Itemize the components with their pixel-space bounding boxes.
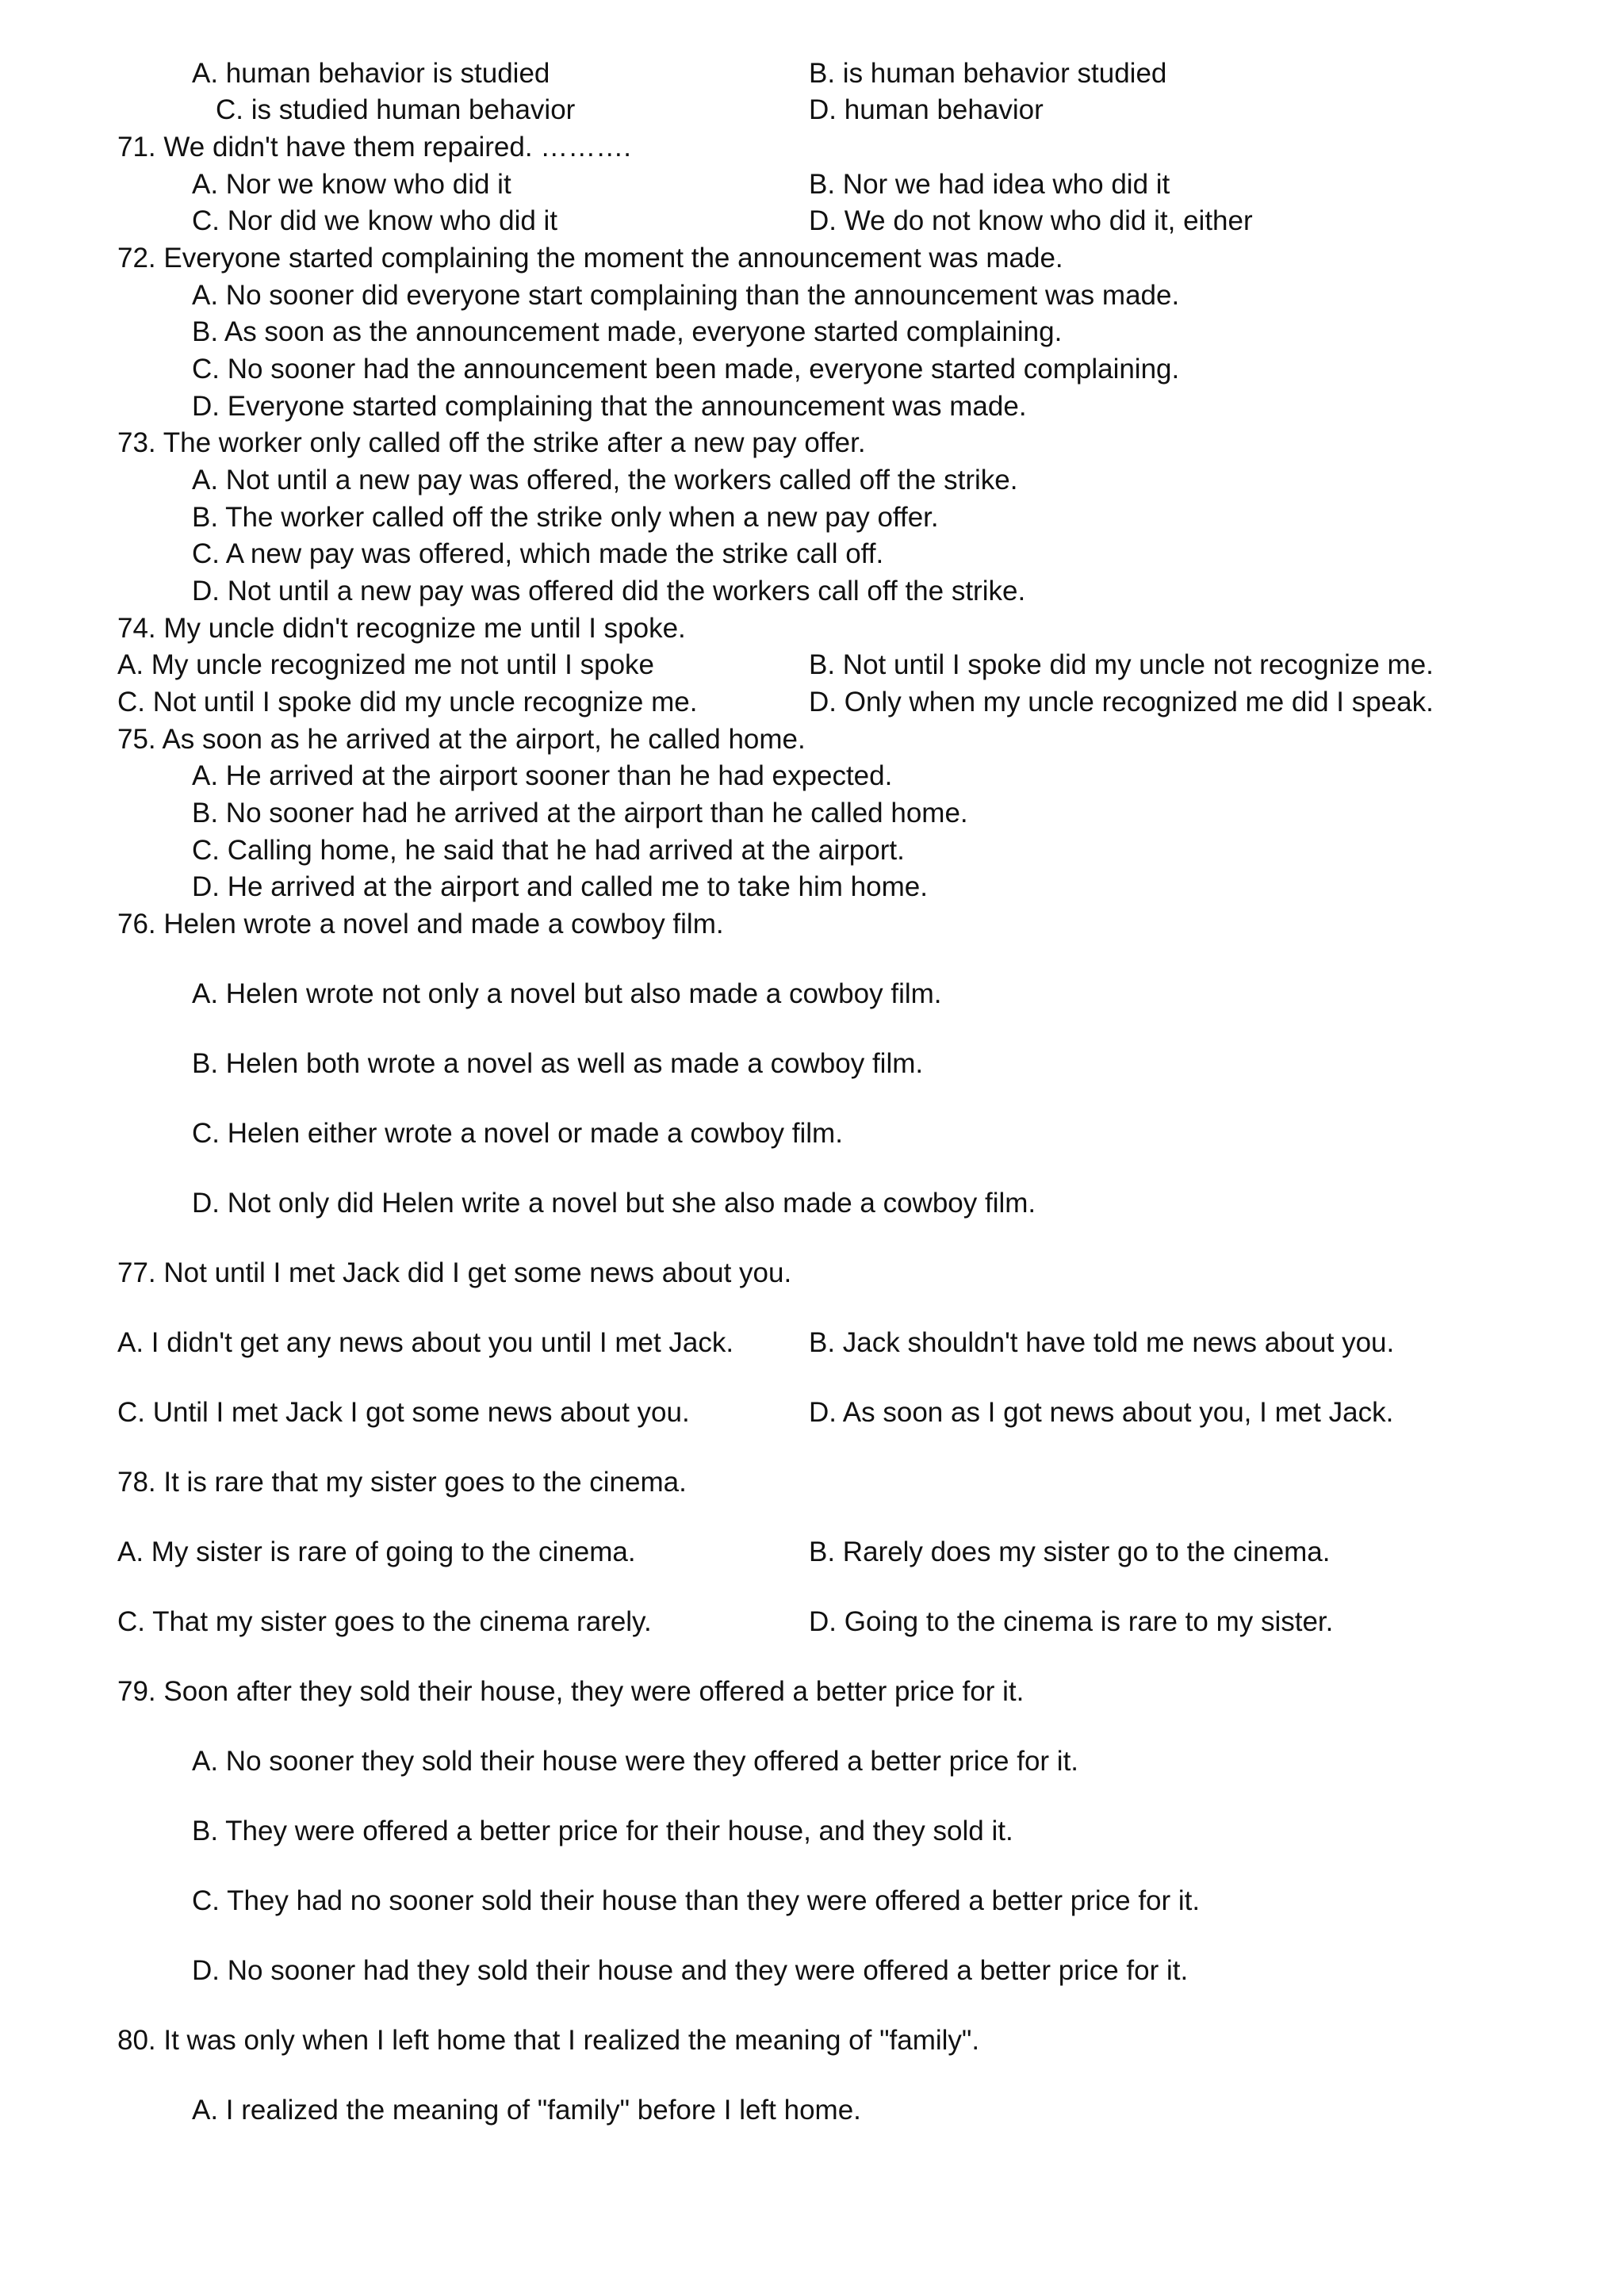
q76-option-b: B. Helen both wrote a novel as well as made a cowboy film. [192,1048,924,1079]
q74-option-d: D. Only when my uncle recognized me did I speak. [809,687,1434,718]
q75-option-b: B. No sooner had he arrived at the airport than he called home. [192,798,968,828]
q79-option-c: C. They had no sooner sold their house than they were offered a better price for it. [192,1885,1201,1916]
q74-option-b: B. Not until I spoke did my uncle not recognize me. [809,649,1434,680]
q76-option-d: D. Not only did Helen write a novel but she also made a cowboy film. [192,1188,1036,1219]
q75-option-a: A. He arrived at the airport sooner than he had expected. [192,760,893,791]
q72-option-d: D. Everyone started complaining that the announcement was made. [192,391,1027,422]
q70-option-c: C. is studied human behavior [216,94,576,125]
q78-option-a: A. My sister is rare of going to the cinema. [117,1536,636,1567]
q76-option-a: A. Helen wrote not only a novel but also made a cowboy film. [192,978,942,1009]
q79-option-d: D. No sooner had they sold their house and they were offered a better price for it. [192,1955,1189,1986]
q72-option-a: A. No sooner did everyone start complaining than the announcement was made. [192,280,1180,311]
q72-stem: 72. Everyone started complaining the moment the announcement was made. [117,243,1063,274]
q73-option-c: C. A new pay was offered, which made the strike call off. [192,538,884,569]
q76-option-c: C. Helen either wrote a novel or made a cowboy film. [192,1118,843,1149]
q72-option-c: C. No sooner had the announcement been made, everyone started complaining. [192,354,1180,385]
q73-stem: 73. The worker only called off the strike after a new pay offer. [117,427,866,458]
q77-option-b: B. Jack shouldn't have told me news about you. [809,1327,1395,1358]
q80-stem: 80. It was only when I left home that I realized the meaning of "family". [117,2025,980,2056]
q70-option-a: A. human behavior is studied [192,58,550,89]
q73-option-a: A. Not until a new pay was offered, the workers called off the strike. [192,465,1018,496]
q79-option-b: B. They were offered a better price for their house, and they sold it. [192,1816,1013,1846]
q70-option-d: D. human behavior [809,94,1044,125]
q75-option-c: C. Calling home, he said that he had arrived at the airport. [192,835,905,866]
q77-option-c: C. Until I met Jack I got some news about you. [117,1397,690,1428]
q78-option-c: C. That my sister goes to the cinema rarely. [117,1606,652,1637]
q71-option-b: B. Nor we had idea who did it [809,169,1170,200]
q74-option-c: C. Not until I spoke did my uncle recognize me. [117,687,698,718]
q70-option-b: B. is human behavior studied [809,58,1167,89]
q78-option-d: D. Going to the cinema is rare to my sister. [809,1606,1334,1637]
q71-option-d: D. We do not know who did it, either [809,205,1253,236]
q72-option-b: B. As soon as the announcement made, everyone started complaining. [192,316,1063,347]
q71-option-c: C. Nor did we know who did it [192,205,558,236]
q74-stem: 74. My uncle didn't recognize me until I spoke. [117,613,686,644]
q78-option-b: B. Rarely does my sister go to the cinema. [809,1536,1331,1567]
q76-stem: 76. Helen wrote a novel and made a cowboy film. [117,909,724,939]
q75-option-d: D. He arrived at the airport and called me to take him home. [192,871,928,902]
q78-stem: 78. It is rare that my sister goes to the cinema. [117,1467,687,1498]
q80-option-a: A. I realized the meaning of "family" before I left home. [192,2095,861,2126]
q77-option-d: D. As soon as I got news about you, I met Jack. [809,1397,1394,1428]
q79-option-a: A. No sooner they sold their house were they offered a better price for it. [192,1746,1079,1777]
q79-stem: 79. Soon after they sold their house, they were offered a better price for it. [117,1676,1025,1707]
q77-option-a: A. I didn't get any news about you until I met Jack. [117,1327,734,1358]
q73-option-b: B. The worker called off the strike only when a new pay offer. [192,502,939,533]
q74-option-a: A. My uncle recognized me not until I spoke [117,649,655,680]
q71-stem: 71. We didn't have them repaired. ………. [117,132,632,163]
q73-option-d: D. Not until a new pay was offered did the workers call off the strike. [192,576,1026,607]
q77-stem: 77. Not until I met Jack did I get some news about you. [117,1257,792,1288]
q75-stem: 75. As soon as he arrived at the airport, he called home. [117,724,806,755]
q71-option-a: A. Nor we know who did it [192,169,511,200]
